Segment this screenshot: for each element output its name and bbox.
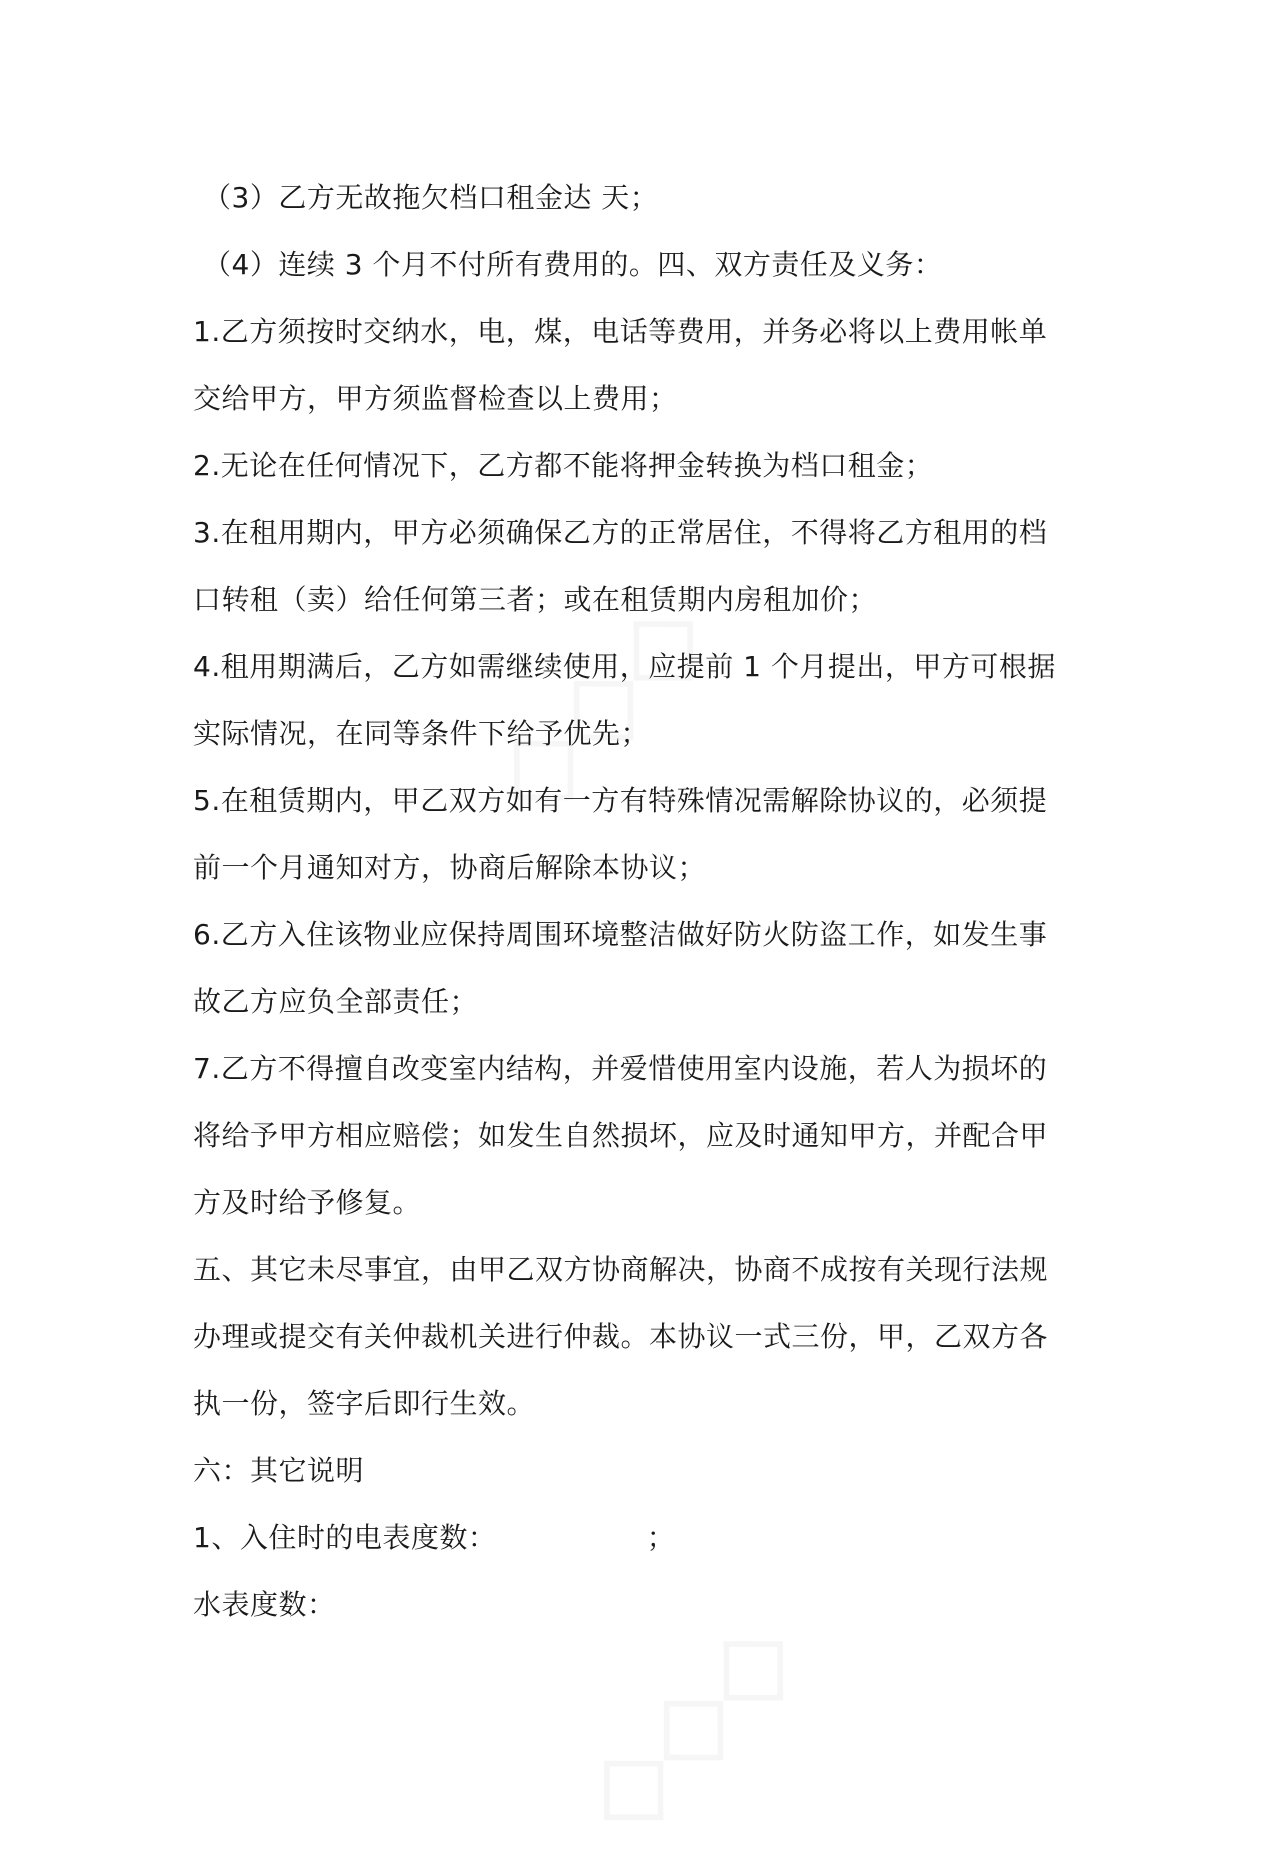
text-line: 2.无论在任何情况下，乙方都不能将押金转换为档口租金； [193, 449, 934, 482]
meter-reading-electric: 1、入住时的电表度数： ； [193, 1521, 676, 1554]
text-line: 执一份，签字后即行生效。 [193, 1387, 536, 1420]
text-line: 口转租（卖）给任何第三者；或在租赁期内房租加价； [193, 583, 878, 616]
text-line: 方及时给予修复。 [193, 1186, 422, 1219]
text-line: 办理或提交有关仲裁机关进行仲裁。本协议一式三份，甲，乙双方各 [193, 1320, 1049, 1353]
text-line: 实际情况，在同等条件下给予优先； [193, 717, 650, 750]
text-line: 前一个月通知对方，协商后解除本协议； [193, 851, 707, 884]
section-heading: 六：其它说明 [193, 1454, 365, 1487]
text-line: 故乙方应负全部责任； [193, 985, 479, 1018]
text-line: 6.乙方入住该物业应保持周围环境整洁做好防火防盗工作，如发生事 [193, 918, 1048, 951]
document-body [193, 164, 1093, 1638]
text-line: 交给甲方，甲方须监督检查以上费用； [193, 382, 678, 415]
text-line: 7.乙方不得擅自改变室内结构，并爱惜使用室内设施，若人为损坏的 [193, 1052, 1048, 1085]
text-line: 4.租用期满后，乙方如需继续使用，应提前 1 个月提出，甲方可根据 [193, 650, 1056, 683]
meter-reading-water: 水表度数： [193, 1588, 336, 1621]
text-line: 五、其它未尽事宜，由甲乙双方协商解决，协商不成按有关现行法规 [193, 1253, 1049, 1286]
text-line: 5.在租赁期内，甲乙双方如有一方有特殊情况需解除协议的，必须提 [193, 784, 1048, 817]
text-line: 将给予甲方相应赔偿；如发生自然损坏，应及时通知甲方，并配合甲 [193, 1119, 1049, 1152]
text-line: （4）连续 3 个月不付所有费用的。四、双方责任及义务： [203, 248, 943, 281]
text-line: 1.乙方须按时交纳水，电，煤，电话等费用，并务必将以上费用帐单 [193, 315, 1048, 348]
text-line: （3）乙方无故拖欠档口租金达 天； [203, 181, 659, 214]
text-line: 3.在租用期内，甲方必须确保乙方的正常居住，不得将乙方租用的档 [193, 516, 1048, 549]
